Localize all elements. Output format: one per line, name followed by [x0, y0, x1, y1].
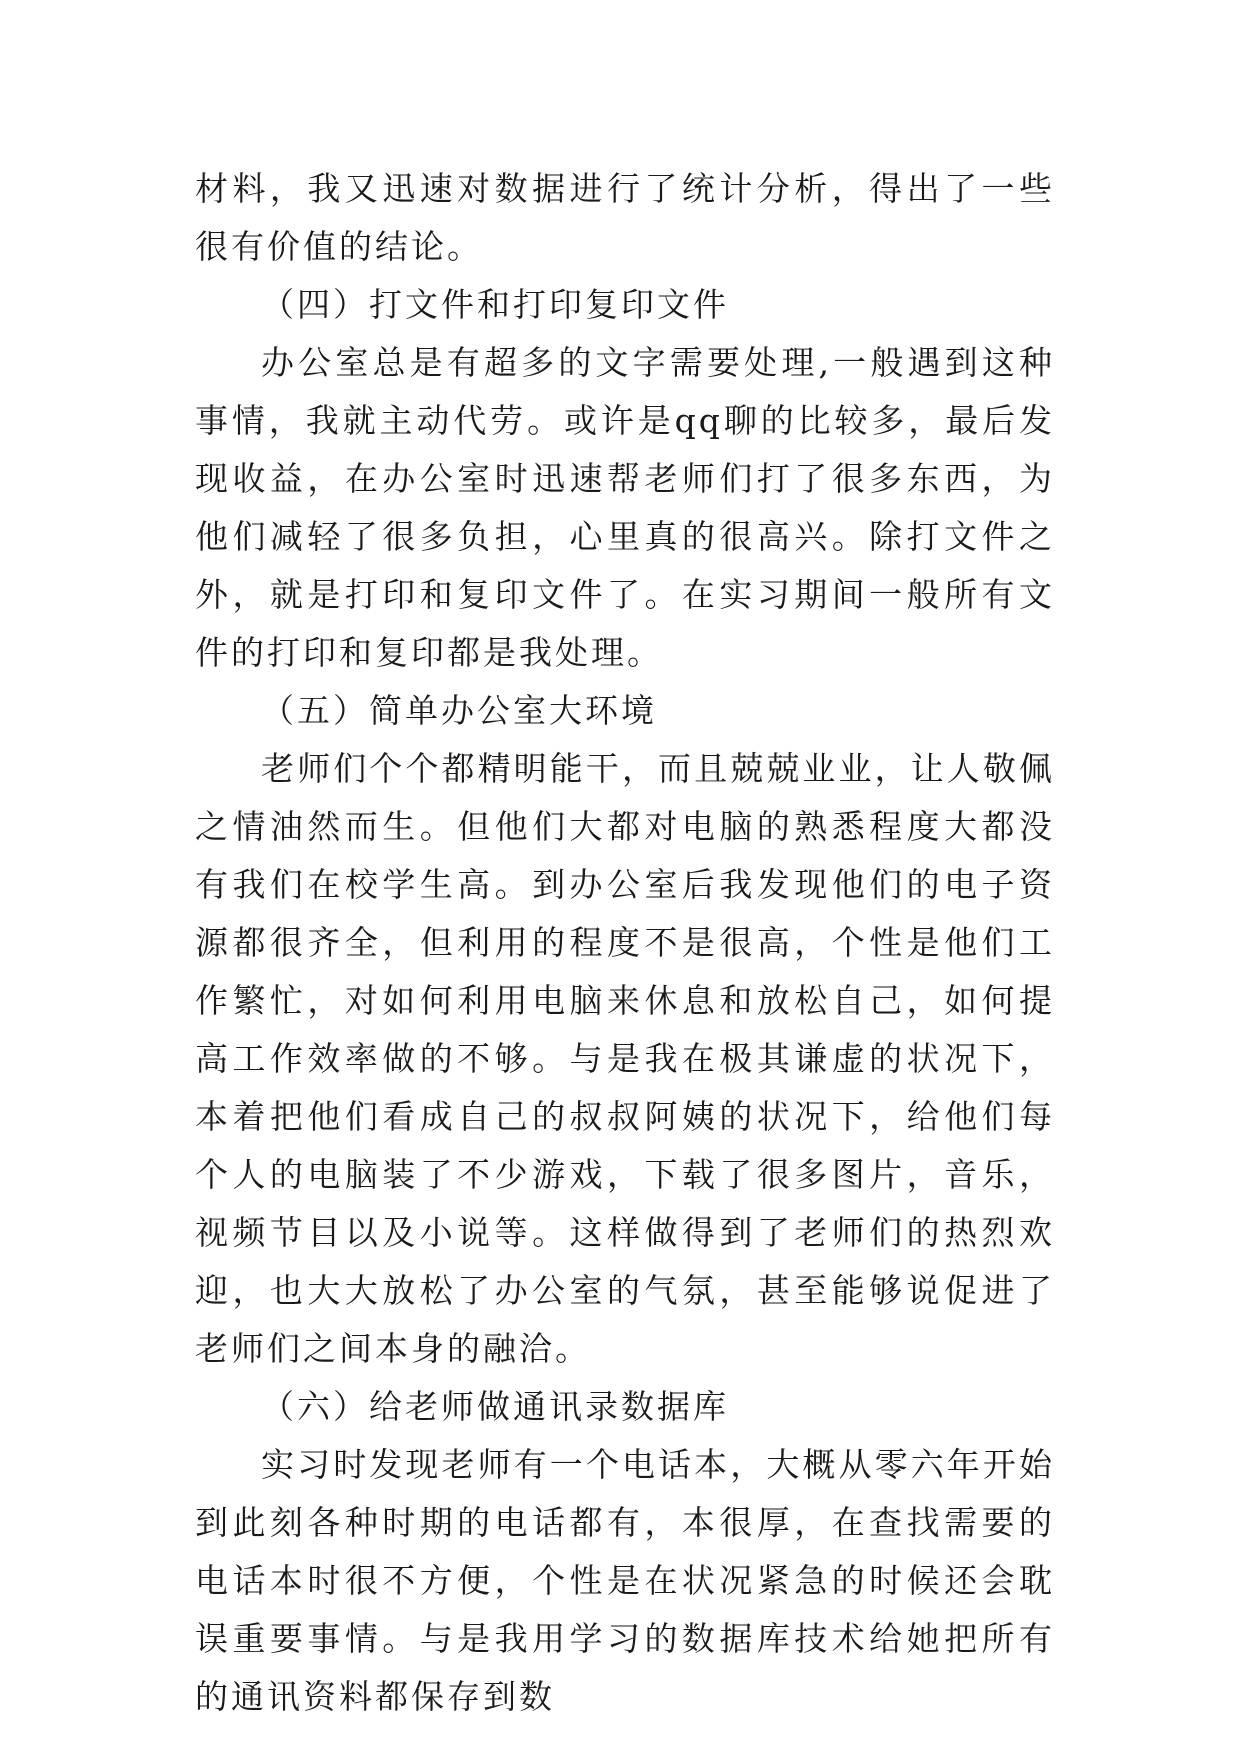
paragraph-typing-printing: 办公室总是有超多的文字需要处理,一般遇到这种事情，我就主动代劳。或许是qq聊的比较多，最后发现收益，在办公室时迅速帮老师们打了很多东西，为他们减轻了很多负担，心里真的很高兴。除打文件之外，就是打印和复印文件了。在实习期间一般所有文件的打印和复印都是我处理。 [195, 343, 1055, 672]
paragraph-office-environment: 老师们个个都精明能干，而且兢兢业业，让人敬佩之情油然而生。但他们大都对电脑的熟悉程度大都没有我们在校学生高。到办公室后我发现他们的电子资源都很齐全，但利用的程度不是很高，个性是他们工作繁忙，对如何利用电脑来休息和放松自己，如何提高工作效率做的不够。与是我在极其谦虚的状况下，本着把他们看成自己的叔叔阿姨的状况下，给他们每个人的电脑装了不少游戏，下载了很多图片，音乐，视频节目以及小说等。这样做得到了老师们的热烈欢迎，也大大放松了办公室的气氛，甚至能够说促进了老师们之间本身的融洽。 [195, 749, 1055, 1368]
paragraph-continuation: 材料，我又迅速对数据进行了统计分析，得出了一些很有价值的结论。 [195, 169, 1055, 266]
section-heading-5: （五）简单办公室大环境 [261, 691, 657, 730]
section-heading-6: （六）给老师做通讯录数据库 [261, 1387, 729, 1426]
paragraph-contacts-database: 实习时发现老师有一个电话本，大概从零六年开始到此刻各种时期的电话都有，本很厚，在查找需要的电话本时很不方便，个性是在状况紧急的时候还会耽误重要事情。与是我用学习的数据库技术给她把所有的通讯资料都保存到数 [195, 1445, 1055, 1716]
section-heading-4: （四）打文件和打印复印文件 [261, 285, 729, 324]
document-body [195, 160, 1055, 1726]
